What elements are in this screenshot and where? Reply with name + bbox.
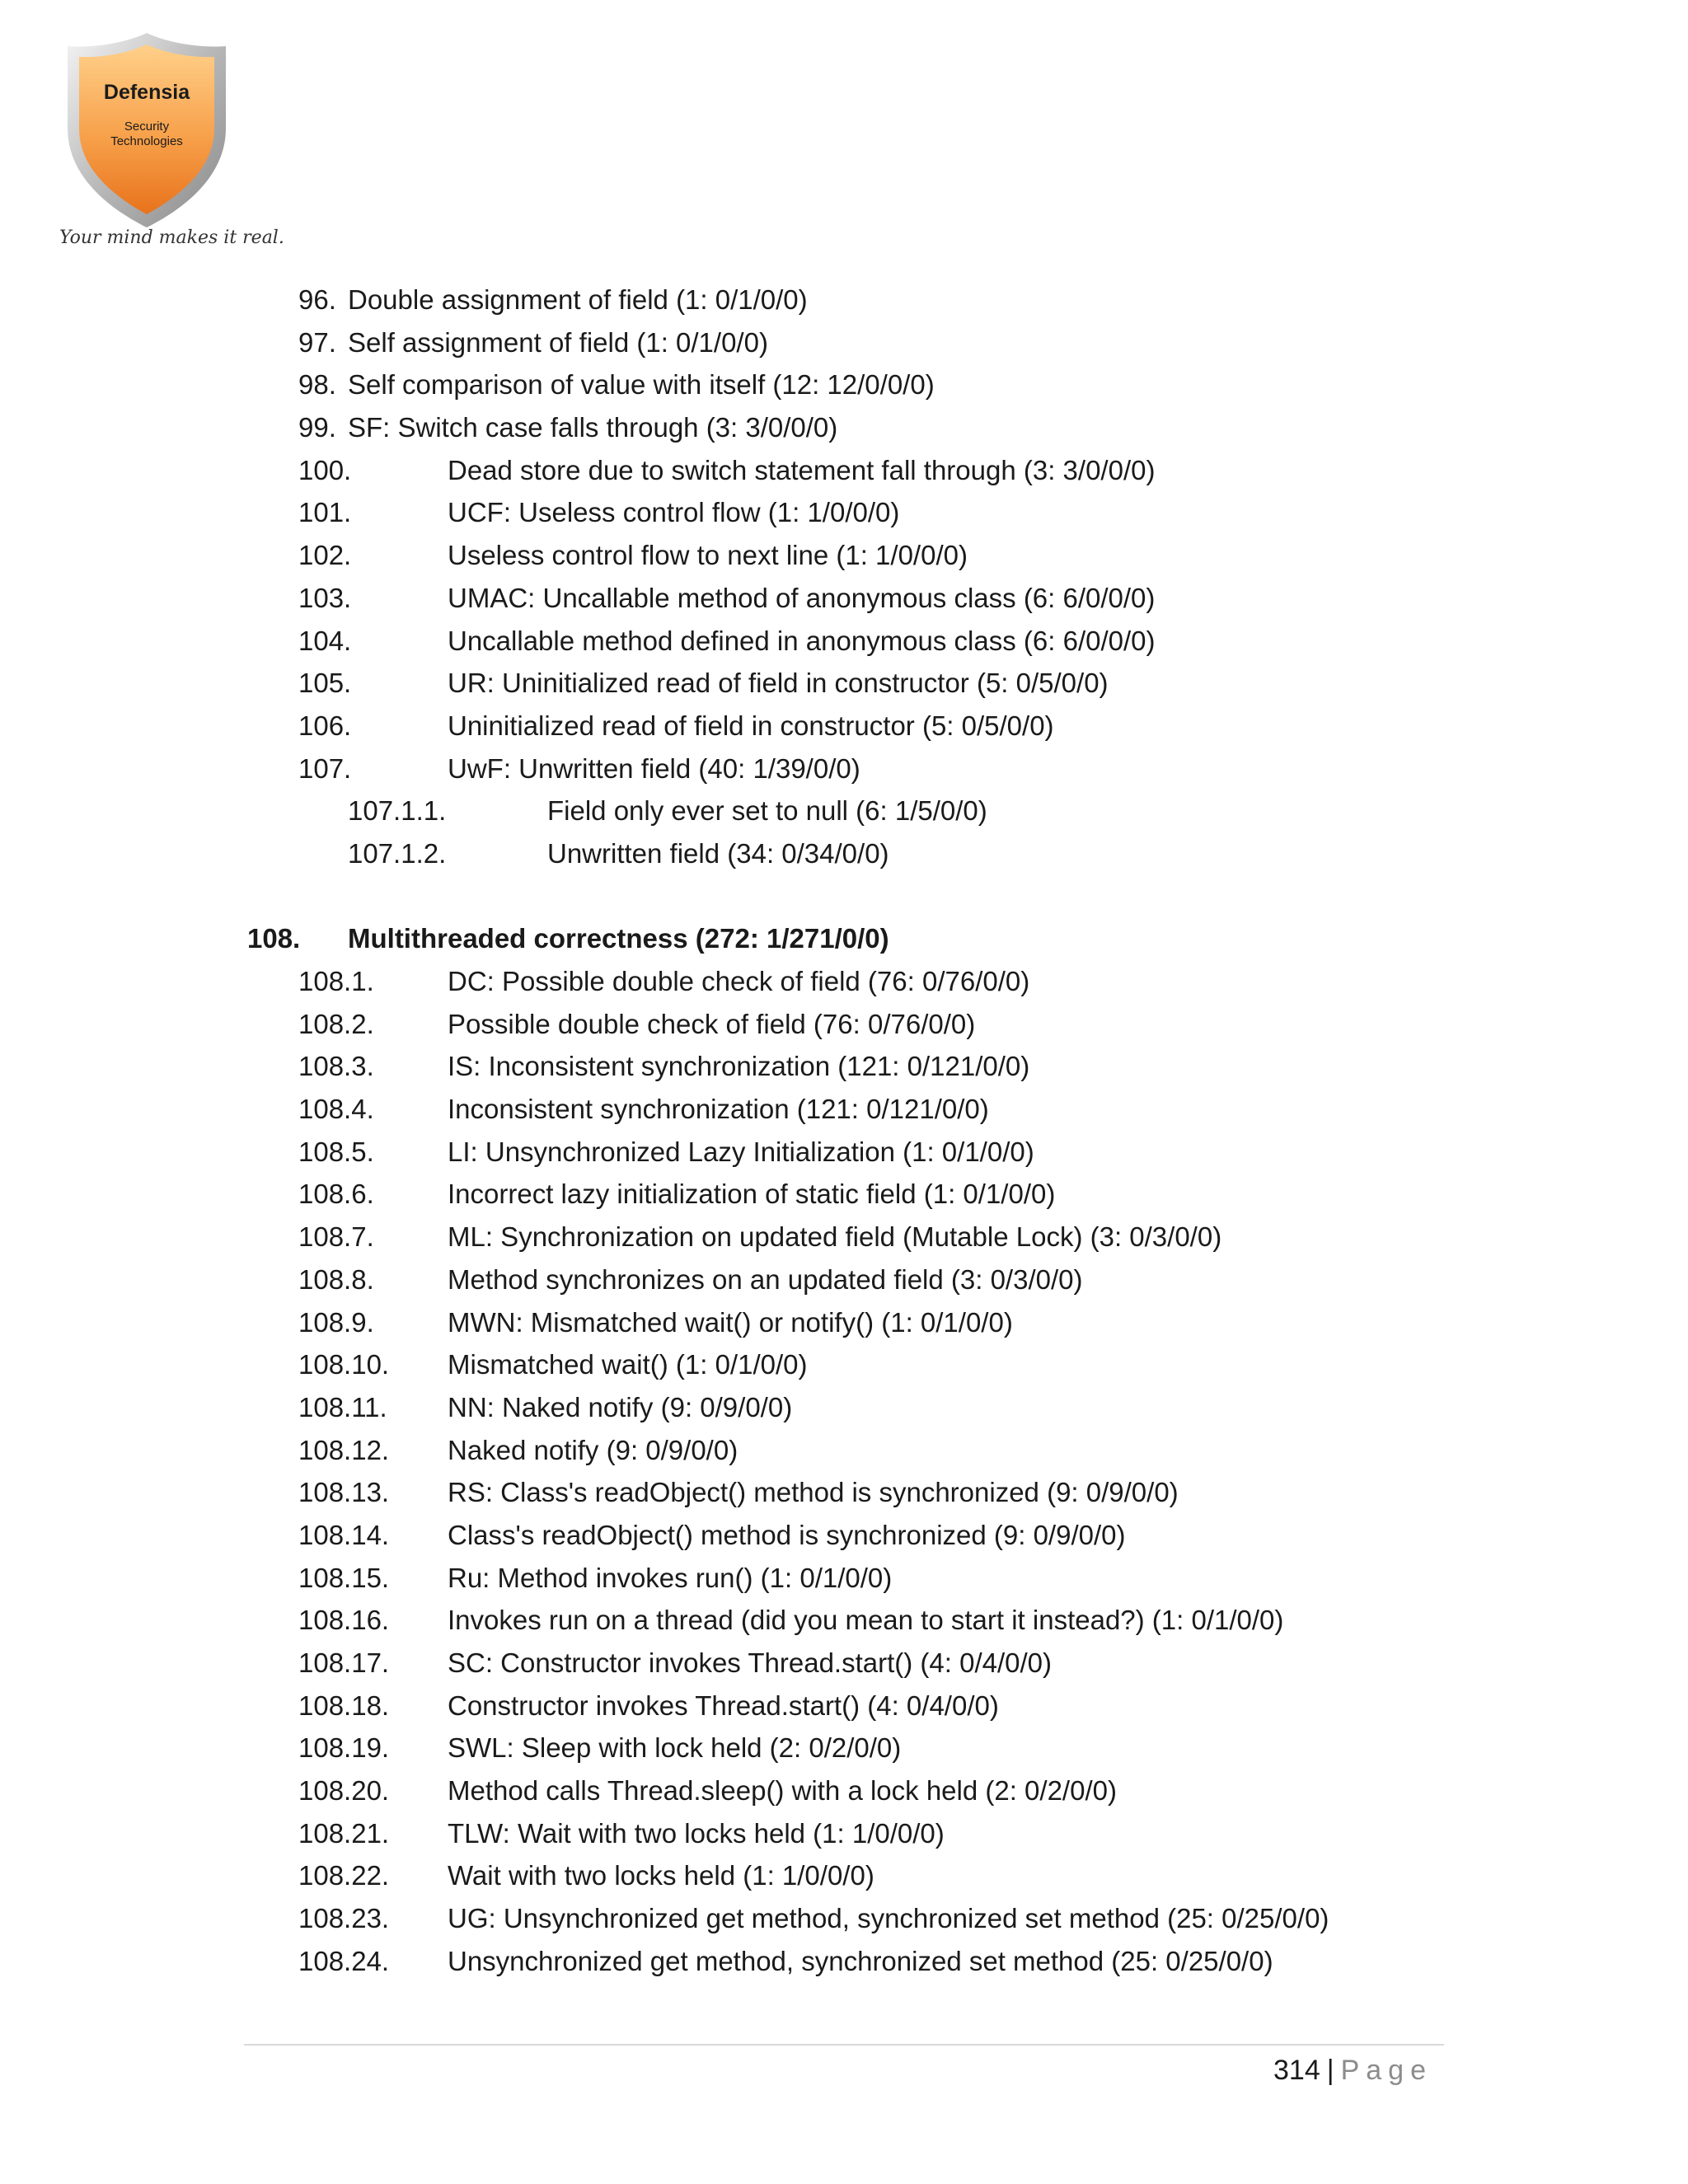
item-number: 104. [298, 625, 352, 656]
logo-sub2: Technologies [110, 134, 183, 148]
logo-sub1: Security [124, 120, 170, 134]
list-item [0, 1088, 1688, 1131]
item-text: Invokes run on a thread (did you mean to start it instead?) (1: 0/1/0/0) [448, 1605, 1284, 1636]
item-number: 106. [298, 710, 352, 741]
list-item [0, 1429, 1688, 1472]
item-number: 108.21. [298, 1817, 390, 1849]
list-item [0, 960, 1688, 1003]
section-title: Multithreaded correctness (272: 1/271/0/0) [348, 923, 889, 954]
list-item [0, 491, 1688, 534]
item-text: LI: Unsynchronized Lazy Initialization (1: 0/1/0/0) [448, 1136, 1034, 1167]
list-item [0, 1854, 1688, 1897]
item-text: SC: Constructor invokes Thread.start() (4: 0/4/0/0) [448, 1647, 1053, 1678]
list-item [0, 1003, 1688, 1046]
list-item [0, 321, 1688, 364]
item-text: IS: Inconsistent synchronization (121: 0/121/0/0) [448, 1051, 1030, 1082]
item-text: UR: Uninitialized read of field in constructor (5: 0/5/0/0) [448, 668, 1109, 699]
item-text: Possible double check of field (76: 0/76/0/0) [448, 1008, 976, 1039]
item-number: 105. [298, 668, 352, 699]
item-number: 108.22. [298, 1860, 390, 1891]
section-spacer [0, 875, 1688, 918]
item-text: Field only ever set to null (6: 1/5/0/0) [547, 795, 987, 827]
list-item [0, 1769, 1688, 1812]
item-text: Method calls Thread.sleep() with a lock held (2: 0/2/0/0) [448, 1775, 1117, 1807]
item-text: UG: Unsynchronized get method, synchronized set method (25: 0/25/0/0) [448, 1903, 1329, 1934]
list-item [0, 363, 1688, 406]
item-text: Unsynchronized get method, synchronized set method (25: 0/25/0/0) [448, 1945, 1273, 1976]
section-number: 108. [247, 923, 301, 954]
company-logo [56, 30, 237, 260]
item-text: Inconsistent synchronization (121: 0/121/0/0) [448, 1094, 989, 1125]
item-number: 108.18. [298, 1690, 390, 1721]
list-item [0, 1471, 1688, 1514]
list-item [0, 705, 1688, 748]
item-number: 108.2. [298, 1008, 374, 1039]
list-item [0, 1642, 1688, 1685]
list-item [0, 1557, 1688, 1600]
item-text: Constructor invokes Thread.start() (4: 0/4/0/0) [448, 1690, 999, 1721]
item-number: 108.15. [298, 1562, 390, 1593]
list-item [0, 1727, 1688, 1769]
list-item [0, 406, 1688, 449]
item-number: 108.6. [298, 1179, 374, 1210]
item-number: 108.24. [298, 1945, 390, 1976]
list-item [0, 1301, 1688, 1344]
item-number: 108.13. [298, 1477, 390, 1508]
item-text: ML: Synchronization on updated field (Mutable Lock) (3: 0/3/0/0) [448, 1221, 1222, 1253]
item-text: Useless control flow to next line (1: 1/0/0/0) [448, 540, 968, 571]
item-number: 108.4. [298, 1094, 374, 1125]
item-text: RS: Class's readObject() method is synchronized (9: 0/9/0/0) [448, 1477, 1179, 1508]
list-item [0, 1386, 1688, 1429]
item-text: UwF: Unwritten field (40: 1/39/0/0) [448, 752, 860, 784]
item-number: 96. [298, 284, 336, 315]
item-text: SF: Switch case falls through (3: 3/0/0/0) [348, 412, 838, 443]
item-number: 108.12. [298, 1434, 390, 1465]
list-item [0, 620, 1688, 663]
item-text: Unwritten field (34: 0/34/0/0) [547, 837, 889, 869]
list-item [0, 1514, 1688, 1557]
list-item [0, 832, 1688, 875]
shield-logo-icon [56, 30, 237, 232]
item-number: 108.10. [298, 1349, 390, 1380]
list-item [0, 1216, 1688, 1258]
item-text: UCF: Useless control flow (1: 1/0/0/0) [448, 497, 900, 528]
item-number: 103. [298, 582, 352, 613]
page-footer [1273, 2046, 1432, 2095]
item-number: 108.3. [298, 1051, 374, 1082]
page-label: Page [1340, 2055, 1432, 2086]
list-item [0, 279, 1688, 321]
item-text: Class's readObject() method is synchronized (9: 0/9/0/0) [448, 1519, 1126, 1550]
item-number: 98. [298, 369, 336, 401]
item-text: MWN: Mismatched wait() or notify() (1: 0/1/0/0) [448, 1306, 1013, 1338]
logo-tagline: Your mind makes it real. [59, 227, 284, 248]
list-item [0, 534, 1688, 577]
list-item [0, 1897, 1688, 1940]
item-number: 97. [298, 326, 336, 358]
item-text: Mismatched wait() (1: 0/1/0/0) [448, 1349, 808, 1380]
item-number: 108.20. [298, 1775, 390, 1807]
item-text: TLW: Wait with two locks held (1: 1/0/0/0) [448, 1817, 945, 1849]
list-item [0, 1173, 1688, 1216]
item-number: 107. [298, 752, 352, 784]
item-number: 99. [298, 412, 336, 443]
item-number: 100. [298, 454, 352, 485]
page-number: 314 [1273, 2055, 1320, 2086]
list-item [0, 577, 1688, 620]
list-item [0, 748, 1688, 790]
logo-brand: Defensia [103, 81, 190, 104]
footer-divider [244, 2044, 1444, 2046]
item-number: 108.19. [298, 1732, 390, 1764]
item-number: 108.7. [298, 1221, 374, 1253]
item-text: Double assignment of field (1: 0/1/0/0) [348, 284, 808, 315]
item-number: 101. [298, 497, 352, 528]
item-number: 108.14. [298, 1519, 390, 1550]
item-number: 108.1. [298, 966, 374, 996]
item-number: 102. [298, 540, 352, 571]
list-item [0, 790, 1688, 832]
item-number: 108.16. [298, 1605, 390, 1636]
document-body [0, 279, 1688, 1983]
list-item [0, 1131, 1688, 1174]
item-number: 108.8. [298, 1263, 374, 1295]
item-text: Uncallable method defined in anonymous class (6: 6/0/0/0) [448, 625, 1156, 656]
list-item [0, 1258, 1688, 1301]
item-text: SWL: Sleep with lock held (2: 0/2/0/0) [448, 1732, 902, 1764]
item-text: Wait with two locks held (1: 1/0/0/0) [448, 1860, 874, 1891]
item-text: Method synchronizes on an updated field (3: 0/3/0/0) [448, 1263, 1083, 1295]
item-number: 107.1.2. [348, 837, 447, 869]
item-text: Self comparison of value with itself (12: 12/0/0/0) [348, 369, 935, 401]
item-text: Incorrect lazy initialization of static field (1: 0/1/0/0) [448, 1179, 1056, 1210]
item-text: DC: Possible double check of field (76: 0/76/0/0) [448, 966, 1030, 996]
item-number: 108.17. [298, 1647, 390, 1678]
item-number: 108.11. [298, 1391, 387, 1422]
item-text: NN: Naked notify (9: 0/9/0/0) [448, 1391, 793, 1422]
list-item [0, 1685, 1688, 1727]
list-item [0, 1343, 1688, 1386]
item-number: 108.23. [298, 1903, 390, 1934]
item-text: Dead store due to switch statement fall through (3: 3/0/0/0) [448, 454, 1156, 485]
item-text: Naked notify (9: 0/9/0/0) [448, 1434, 738, 1465]
section-heading [0, 917, 1688, 960]
list-item [0, 1045, 1688, 1088]
item-text: UMAC: Uncallable method of anonymous class (6: 6/0/0/0) [448, 582, 1156, 613]
item-text: Uninitialized read of field in constructor (5: 0/5/0/0) [448, 710, 1054, 741]
item-number: 107.1.1. [348, 795, 447, 827]
list-item [0, 449, 1688, 492]
list-item [0, 1940, 1688, 1983]
list-item [0, 1599, 1688, 1642]
list-item [0, 662, 1688, 705]
item-text: Self assignment of field (1: 0/1/0/0) [348, 326, 768, 358]
item-number: 108.5. [298, 1136, 374, 1167]
footer-separator: | [1326, 2055, 1334, 2086]
item-number: 108.9. [298, 1306, 374, 1338]
list-item [0, 1812, 1688, 1855]
item-text: Ru: Method invokes run() (1: 0/1/0/0) [448, 1562, 893, 1593]
